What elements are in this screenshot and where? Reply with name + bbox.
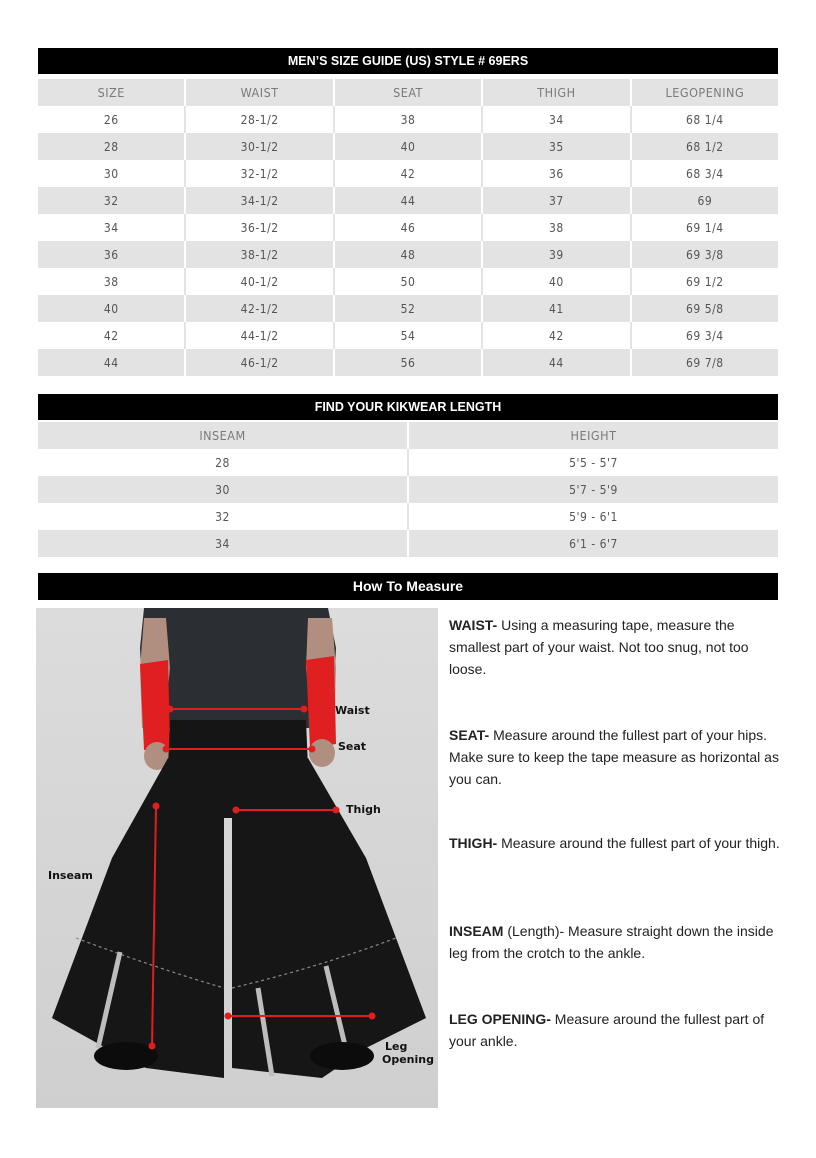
table-cell: 34 <box>38 214 186 241</box>
instruction-text: Measure around the fullest part of your ankle. <box>449 1011 765 1049</box>
table-cell: 52 <box>335 295 483 322</box>
size-guide-header-row <box>38 79 778 106</box>
table-cell: 30-1/2 <box>186 133 334 160</box>
table-cell: 68 1/4 <box>686 112 724 127</box>
table-cell: 40 <box>483 268 631 295</box>
table-cell: 38 <box>38 268 186 295</box>
length-guide-title-bar <box>38 394 778 420</box>
table-cell: 42 <box>335 160 483 187</box>
table-cell: 6'1 - 6'7 <box>569 536 618 551</box>
label-seat: Seat <box>338 740 367 753</box>
table-cell: 42 <box>483 322 631 349</box>
model-photo <box>36 608 438 1108</box>
table-cell: 48 <box>335 241 483 268</box>
table-cell: 44 <box>483 349 631 376</box>
table-cell: 40 <box>335 133 483 160</box>
table-cell: 39 <box>483 241 631 268</box>
table-cell: 69 3/4 <box>686 328 724 343</box>
table-cell: 28 <box>38 133 186 160</box>
table-row <box>38 476 778 503</box>
instruction-text: Measure around the fullest part of your thigh. <box>497 835 780 851</box>
table-cell: 40-1/2 <box>186 268 334 295</box>
instruction-text: Using a measuring tape, measure the smallest part of your waist. Not too snug, not too loose. <box>449 617 749 677</box>
table-cell: 69 1/2 <box>686 274 724 289</box>
column-header: INSEAM <box>38 422 409 449</box>
instruction-text: Measure around the fullest part of your hips. Make sure to keep the tape measure as horizontal as you can. <box>449 727 779 787</box>
table-cell: 68 3/4 <box>686 166 724 181</box>
instruction-term: WAIST- <box>449 617 498 633</box>
size-guide-table <box>38 79 778 376</box>
table-cell: 44 <box>335 187 483 214</box>
table-row <box>38 503 778 530</box>
table-cell: 5'9 - 6'1 <box>569 509 618 524</box>
instruction-0 <box>449 614 784 680</box>
table-cell: 38-1/2 <box>186 241 334 268</box>
instruction-text: (Length)- Measure straight down the inside leg from the crotch to the ankle. <box>449 923 774 961</box>
table-row <box>38 187 778 214</box>
table-cell: 42-1/2 <box>186 295 334 322</box>
instruction-term: THIGH- <box>449 835 498 851</box>
table-cell: 46-1/2 <box>186 349 334 376</box>
label-thigh: Thigh <box>346 803 381 816</box>
size-guide-title: MEN’S SIZE GUIDE (US) STYLE # 69ERS <box>287 54 529 68</box>
table-cell: 30 <box>38 476 409 503</box>
instruction-3 <box>449 920 784 964</box>
instruction-1 <box>449 724 784 790</box>
label-leg: Leg <box>385 1040 408 1053</box>
table-cell: 40 <box>38 295 186 322</box>
table-cell: 32-1/2 <box>186 160 334 187</box>
instruction-2 <box>449 832 784 854</box>
label-inseam: Inseam <box>48 869 93 882</box>
column-header: THIGH <box>483 79 631 106</box>
table-row <box>38 241 778 268</box>
table-cell: 69 5/8 <box>686 301 724 316</box>
table-cell: 28 <box>38 449 409 476</box>
table-cell: 34-1/2 <box>186 187 334 214</box>
table-cell: 38 <box>335 106 483 133</box>
table-cell: 44 <box>38 349 186 376</box>
table-cell: 44-1/2 <box>186 322 334 349</box>
table-row <box>38 133 778 160</box>
table-cell: 26 <box>38 106 186 133</box>
table-cell: 30 <box>38 160 186 187</box>
instruction-4 <box>449 1008 784 1052</box>
measure-title-bar <box>38 573 778 600</box>
table-cell: 36-1/2 <box>186 214 334 241</box>
table-cell: 36 <box>483 160 631 187</box>
size-guide-title-bar <box>38 48 778 74</box>
table-cell: 69 <box>697 193 713 208</box>
table-cell: 5'7 - 5'9 <box>569 482 618 497</box>
column-header: WAIST <box>186 79 334 106</box>
length-guide-table <box>38 422 778 557</box>
table-cell: 35 <box>483 133 631 160</box>
label-waist: Waist <box>335 704 370 717</box>
table-cell: 32 <box>38 187 186 214</box>
column-header: HEIGHT <box>570 428 617 443</box>
table-cell: 68 1/2 <box>686 139 724 154</box>
table-cell: 69 3/8 <box>686 247 724 262</box>
instruction-term: LEG OPENING- <box>449 1011 551 1027</box>
table-cell: 50 <box>335 268 483 295</box>
label-opening: Opening <box>382 1053 434 1066</box>
instruction-term: SEAT- <box>449 727 490 743</box>
table-row <box>38 106 778 133</box>
length-guide-header-row <box>38 422 778 449</box>
table-cell: 54 <box>335 322 483 349</box>
table-cell: 56 <box>335 349 483 376</box>
pants-illustration <box>36 608 438 1108</box>
table-cell: 34 <box>38 530 409 557</box>
table-row <box>38 349 778 376</box>
table-cell: 37 <box>483 187 631 214</box>
table-cell: 41 <box>483 295 631 322</box>
table-row <box>38 530 778 557</box>
table-cell: 32 <box>38 503 409 530</box>
table-cell: 69 1/4 <box>686 220 724 235</box>
table-cell: 28-1/2 <box>186 106 334 133</box>
table-cell: 69 7/8 <box>686 355 724 370</box>
table-row <box>38 268 778 295</box>
table-cell: 34 <box>483 106 631 133</box>
table-row <box>38 322 778 349</box>
table-row <box>38 295 778 322</box>
table-row <box>38 160 778 187</box>
table-cell: 42 <box>38 322 186 349</box>
table-row <box>38 449 778 476</box>
measure-title: How To Measure <box>352 578 464 594</box>
column-header: SEAT <box>335 79 483 106</box>
length-guide-title: FIND YOUR KIKWEAR LENGTH <box>314 400 502 414</box>
column-header: SIZE <box>38 79 186 106</box>
column-header: LEGOPENING <box>665 85 745 100</box>
table-cell: 36 <box>38 241 186 268</box>
table-row <box>38 214 778 241</box>
table-cell: 38 <box>483 214 631 241</box>
table-cell: 5'5 - 5'7 <box>569 455 618 470</box>
instruction-term: INSEAM <box>449 923 504 939</box>
table-cell: 46 <box>335 214 483 241</box>
